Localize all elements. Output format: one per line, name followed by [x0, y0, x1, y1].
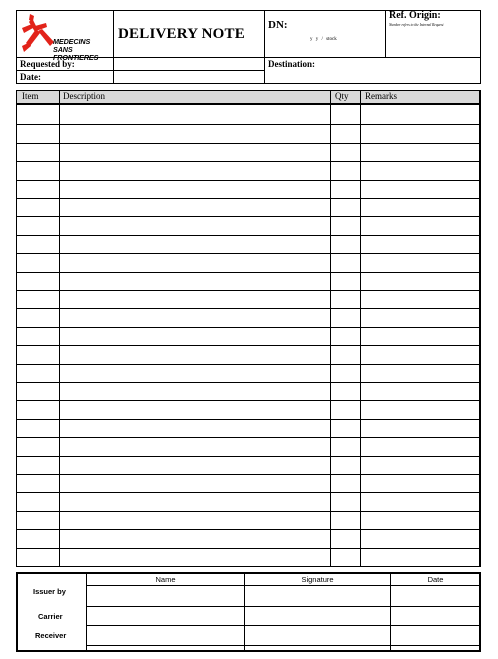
item-cell[interactable] [18, 382, 59, 399]
issuer-date-field[interactable] [391, 586, 480, 606]
item-cell[interactable] [18, 290, 59, 307]
remarks-cell[interactable] [361, 327, 479, 344]
item-cell[interactable] [18, 161, 59, 178]
logo-line-1: MEDECINS [53, 37, 91, 46]
description-cell[interactable] [60, 180, 330, 197]
remarks-cell[interactable] [361, 235, 479, 252]
description-cell[interactable] [60, 456, 330, 473]
carrier-label: Carrier [38, 612, 63, 621]
dn-format-hint: y y / stock [310, 37, 337, 42]
remarks-cell[interactable] [361, 345, 479, 362]
description-cell[interactable] [60, 290, 330, 307]
item-cell[interactable] [18, 437, 59, 454]
carrier-signature-field[interactable] [245, 607, 390, 625]
msf-runner-icon [18, 12, 58, 56]
item-cell[interactable] [18, 511, 59, 528]
item-cell[interactable] [18, 419, 59, 436]
column-header-item: Item [22, 91, 39, 101]
remarks-cell[interactable] [361, 124, 479, 141]
description-cell[interactable] [60, 474, 330, 491]
description-cell[interactable] [60, 235, 330, 252]
item-cell[interactable] [18, 327, 59, 344]
remarks-cell[interactable] [361, 198, 479, 215]
description-cell[interactable] [60, 143, 330, 160]
qty-cell[interactable] [331, 161, 360, 178]
item-cell[interactable] [18, 216, 59, 233]
remarks-cell[interactable] [361, 106, 479, 123]
description-cell[interactable] [60, 364, 330, 381]
document-title: DELIVERY NOTE [118, 26, 245, 42]
dn-number-field[interactable] [290, 14, 384, 36]
remarks-cell[interactable] [361, 161, 479, 178]
signature-row-line-3 [86, 645, 480, 646]
qty-cell[interactable] [331, 327, 360, 344]
description-cell[interactable] [60, 161, 330, 178]
item-cell[interactable] [18, 106, 59, 123]
qty-cell[interactable] [331, 124, 360, 141]
logo-line-2: SANS FRONTIERES [53, 45, 99, 62]
qty-cell[interactable] [331, 180, 360, 197]
column-header-remarks: Remarks [365, 91, 397, 101]
qty-cell[interactable] [331, 345, 360, 362]
receiver-date-field[interactable] [391, 626, 480, 645]
issuer-name-field[interactable] [87, 586, 244, 606]
item-cell[interactable] [18, 529, 59, 546]
issuer-signature-field[interactable] [245, 586, 390, 606]
item-cell[interactable] [18, 124, 59, 141]
remarks-cell[interactable] [361, 492, 479, 509]
qty-cell[interactable] [331, 529, 360, 546]
table-row-divider [17, 566, 480, 567]
destination-label: Destination: [268, 59, 315, 69]
remarks-cell[interactable] [361, 419, 479, 436]
remarks-cell[interactable] [361, 364, 479, 381]
qty-cell[interactable] [331, 437, 360, 454]
remarks-cell[interactable] [361, 272, 479, 289]
remarks-cell[interactable] [361, 456, 479, 473]
description-cell[interactable] [60, 492, 330, 509]
qty-cell[interactable] [331, 272, 360, 289]
item-cell[interactable] [18, 143, 59, 160]
signature-col-date: Date [427, 575, 444, 584]
column-header-description: Description [63, 91, 105, 101]
remarks-cell[interactable] [361, 180, 479, 197]
qty-cell[interactable] [331, 106, 360, 123]
remarks-cell[interactable] [361, 143, 479, 160]
ref-origin-label: Ref. Origin: [389, 10, 441, 21]
carrier-date-field[interactable] [391, 607, 480, 625]
dn-label: DN: [268, 19, 288, 31]
remarks-cell[interactable] [361, 308, 479, 325]
description-cell[interactable] [60, 253, 330, 270]
item-cell[interactable] [18, 198, 59, 215]
description-cell[interactable] [60, 345, 330, 362]
description-cell[interactable] [60, 124, 330, 141]
description-cell[interactable] [60, 308, 330, 325]
date-field[interactable] [114, 71, 264, 83]
qty-cell[interactable] [331, 456, 360, 473]
item-cell[interactable] [18, 235, 59, 252]
description-cell[interactable] [60, 216, 330, 233]
qty-cell[interactable] [331, 419, 360, 436]
receiver-label: Receiver [35, 631, 67, 640]
remarks-cell[interactable] [361, 474, 479, 491]
receiver-signature-field[interactable] [245, 626, 390, 645]
signature-col-name: Name [155, 575, 176, 584]
item-cell[interactable] [18, 456, 59, 473]
remarks-cell[interactable] [361, 400, 479, 417]
requested-by-field[interactable] [114, 58, 264, 70]
item-cell[interactable] [18, 492, 59, 509]
remarks-cell[interactable] [361, 529, 479, 546]
description-cell[interactable] [60, 382, 330, 399]
description-cell[interactable] [60, 198, 330, 215]
qty-cell[interactable] [331, 253, 360, 270]
item-cell[interactable] [18, 400, 59, 417]
description-cell[interactable] [60, 511, 330, 528]
qty-cell[interactable] [331, 143, 360, 160]
receiver-name-field[interactable] [87, 626, 244, 645]
remarks-cell[interactable] [361, 253, 479, 270]
description-cell[interactable] [60, 400, 330, 417]
remarks-cell[interactable] [361, 548, 479, 565]
signature-col-signature: Signature [301, 575, 334, 584]
qty-cell[interactable] [331, 364, 360, 381]
remarks-cell[interactable] [361, 382, 479, 399]
item-cell[interactable] [18, 180, 59, 197]
item-cell[interactable] [18, 474, 59, 491]
item-cell[interactable] [18, 548, 59, 565]
qty-cell[interactable] [331, 548, 360, 565]
qty-cell[interactable] [331, 382, 360, 399]
description-cell[interactable] [60, 548, 330, 565]
qty-cell[interactable] [331, 511, 360, 528]
qty-cell[interactable] [331, 198, 360, 215]
qty-cell[interactable] [331, 290, 360, 307]
issuer-label: Issuer by [33, 587, 66, 596]
item-cell[interactable] [18, 364, 59, 381]
qty-cell[interactable] [331, 492, 360, 509]
carrier-name-field[interactable] [87, 607, 244, 625]
requested-by-label: Requested by: [20, 59, 75, 69]
description-cell[interactable] [60, 529, 330, 546]
qty-cell[interactable] [331, 400, 360, 417]
remarks-cell[interactable] [361, 216, 479, 233]
column-header-qty: Qty [335, 91, 349, 101]
msf-logo [18, 12, 113, 62]
item-cell[interactable] [18, 253, 59, 270]
remarks-cell[interactable] [361, 290, 479, 307]
qty-cell[interactable] [331, 235, 360, 252]
item-cell[interactable] [18, 345, 59, 362]
ref-origin-field[interactable] [387, 30, 480, 56]
remarks-cell[interactable] [361, 511, 479, 528]
remarks-cell[interactable] [361, 437, 479, 454]
item-cell[interactable] [18, 308, 59, 325]
qty-cell[interactable] [331, 216, 360, 233]
ref-origin-note: Number refers to the Internal Request [389, 23, 444, 27]
destination-field[interactable] [330, 58, 480, 83]
date-label: Date: [20, 72, 41, 82]
description-cell[interactable] [60, 327, 330, 344]
qty-cell[interactable] [331, 474, 360, 491]
description-cell[interactable] [60, 437, 330, 454]
qty-cell[interactable] [331, 308, 360, 325]
description-cell[interactable] [60, 419, 330, 436]
item-cell[interactable] [18, 272, 59, 289]
description-cell[interactable] [60, 106, 330, 123]
description-cell[interactable] [60, 272, 330, 289]
